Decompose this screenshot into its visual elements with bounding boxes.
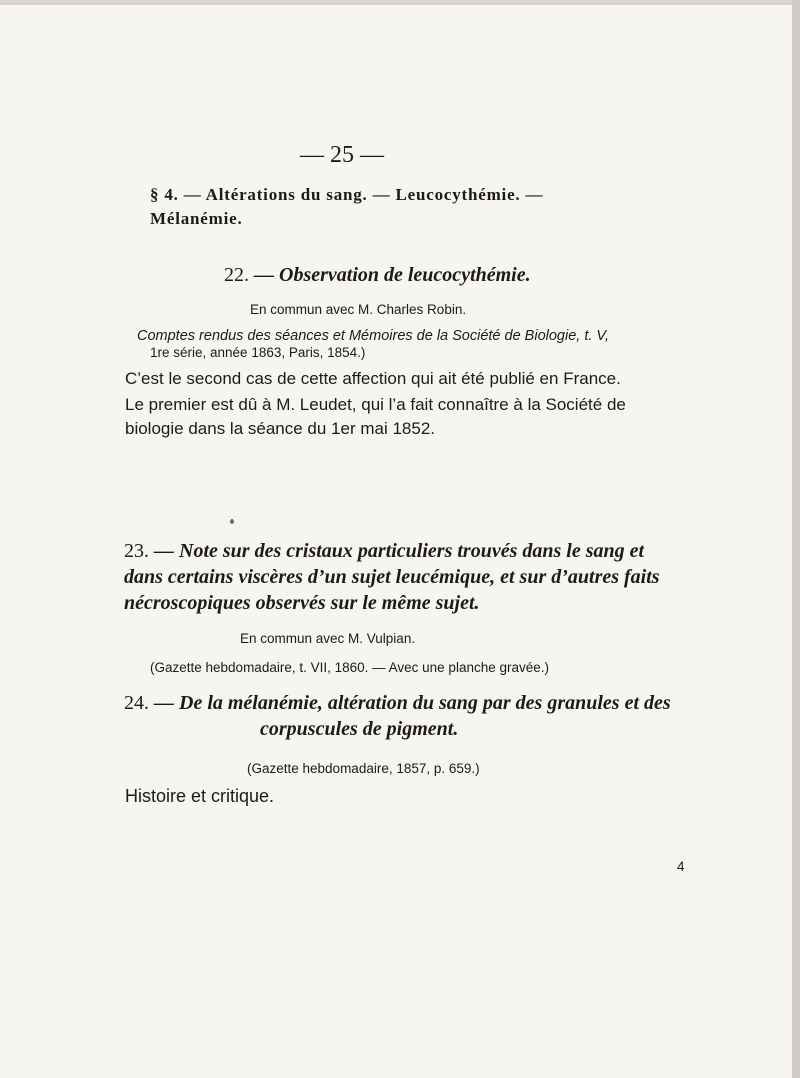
- entry-22-reference-line-2: 1re série, année 1863, Paris, 1854.): [150, 345, 366, 360]
- entry-23-reference: (Gazette hebdomadaire, t. VII, 1860. — Avec une planche gravée.): [150, 660, 549, 675]
- entry-24-title-line-1: — De la mélanémie, altération du sang par des granules et des: [154, 692, 671, 714]
- entry-22-collaboration: En commun avec M. Charles Robin.: [250, 302, 467, 317]
- entry-22-number: 22.: [224, 264, 249, 286]
- section-title: § 4. — Altérations du sang. — Leucocythémie. —: [150, 185, 544, 204]
- page-top-shadow: [0, 0, 792, 5]
- entry-23-title-line-3: nécroscopiques observés sur le même sujet.: [124, 592, 480, 614]
- entry-24-title-line-2: corpuscules de pigment.: [260, 718, 459, 740]
- entry-22-body-line-2: Le premier est dû à M. Leudet, qui l’a fait connaître à la Société de: [125, 395, 626, 414]
- signature-mark: 4: [677, 859, 685, 874]
- entry-22-title: — Observation de leucocythémie.: [254, 264, 531, 286]
- entry-23-collaboration: En commun avec M. Vulpian.: [240, 631, 416, 646]
- entry-23-heading-line-1: [124, 540, 644, 563]
- entry-22-body-line-3: biologie dans la séance du 1er mai 1852.: [125, 419, 435, 438]
- subsection-heading: Histoire et critique.: [125, 786, 275, 806]
- entry-24-reference: (Gazette hebdomadaire, 1857, p. 659.): [247, 761, 480, 776]
- print-speck: [230, 519, 234, 524]
- entry-22-heading: [224, 264, 531, 287]
- entry-22-reference-line-1: Comptes rendus des séances et Mémoires de la Société de Biologie, t. V,: [137, 328, 610, 344]
- entry-24-heading-line-1: [124, 692, 671, 715]
- section-title-continuation: Mélanémie.: [150, 209, 243, 228]
- entry-23-number: 23.: [124, 540, 149, 562]
- page-number: — 25 —: [300, 142, 384, 168]
- page-right-edge: [792, 0, 800, 1078]
- entry-22-body-line-1: C’est le second cas de cette affection qui ait été publié en France.: [125, 369, 621, 388]
- entry-23-title-line-1: — Note sur des cristaux particuliers trouvés dans le sang et: [154, 540, 645, 562]
- entry-24-number: 24.: [124, 692, 149, 714]
- entry-23-title-line-2: dans certains viscères d’un sujet leucémique, et sur d’autres faits: [124, 566, 660, 588]
